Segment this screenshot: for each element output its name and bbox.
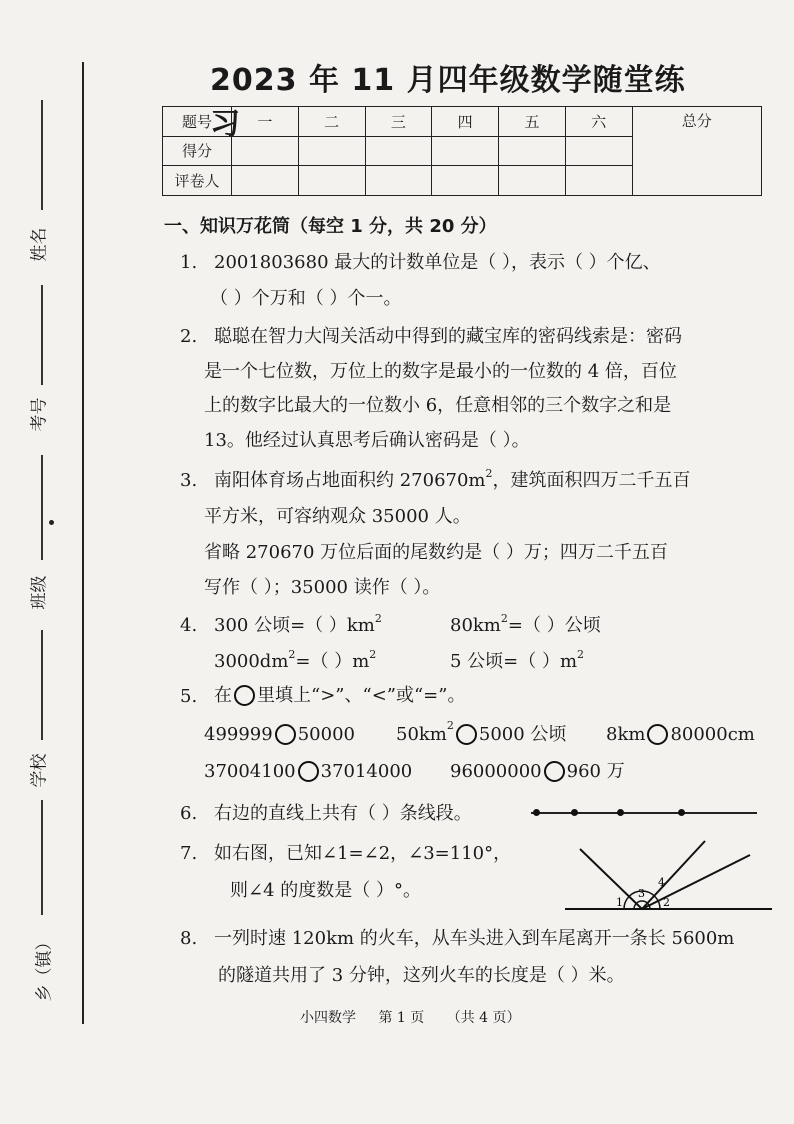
q5-c1-left: 499999 <box>204 723 273 745</box>
footer-subject: 小四数学 <box>300 1010 356 1026</box>
name-label: 姓名 <box>29 227 50 262</box>
col-4: 四 <box>432 107 499 137</box>
segment-line-figure <box>531 812 757 814</box>
ray-right <box>642 841 705 909</box>
grader-cell[interactable] <box>232 166 299 196</box>
class-label: 班级 <box>29 575 50 610</box>
q4-row1-a: 300 公顷=（ ）$km^2$ <box>214 612 382 636</box>
q5-c1-right: 50000 <box>297 723 355 745</box>
segment-point <box>678 809 685 816</box>
q5-instruction <box>214 685 794 706</box>
grader-cell[interactable] <box>432 166 499 196</box>
q5-c4-left: 37004100 <box>204 760 296 782</box>
score-cell[interactable] <box>432 136 499 166</box>
footer-page: 第 1 页 <box>378 1010 425 1026</box>
angle-label-2: 2 <box>663 896 670 909</box>
q4-b1: 3000dm <box>214 651 289 672</box>
q2-number: 2. <box>180 326 198 347</box>
col-6: 六 <box>565 107 632 137</box>
q1-number: 1. <box>180 252 198 273</box>
grader-cell[interactable] <box>298 166 365 196</box>
q5-compare-2: $50km^2$ 5000 公顷 <box>396 719 567 745</box>
page-title: 2023 年 11 月四年级数学随堂练习 <box>210 63 686 142</box>
q5-c2-right: 5000 公顷 <box>478 723 567 745</box>
row-label-score: 得分 <box>163 136 232 166</box>
q2-line3: 上的数字比最大的一位数小 6，任意相邻的三个数字之和是 <box>204 395 672 416</box>
col-2: 二 <box>298 107 365 137</box>
township-label: 乡（镇） <box>34 933 55 1002</box>
q4-b3: 5 公顷=（ ）m <box>450 651 578 672</box>
score-row-numbers <box>163 107 762 137</box>
q3-line1-part-a: 南阳体育场占地面积约 270670m <box>214 470 486 491</box>
q8-line2: 的隧道共用了 3 分钟，这列火车的长度是（ ）米。 <box>218 965 625 986</box>
angle-figure <box>560 835 775 915</box>
q4-a3: =（ ）公顷 <box>507 615 601 636</box>
q7-line2: 则∠4 的度数是（ ）°。 <box>230 880 421 901</box>
class-rule <box>41 455 43 560</box>
q5-text-b: 里填上“>”、“<”或“=”。 <box>257 684 466 706</box>
score-cell[interactable] <box>298 136 365 166</box>
q2-line4: 13。他经过认真思考后确认密码是（ ）。 <box>204 430 530 451</box>
q3-line2: 平方米，可容纳观众 35000 人。 <box>204 506 471 527</box>
q2-line2: 是一个七位数，万位上的数字是最小的一位数的 4 倍，百位 <box>204 361 677 382</box>
q5-number: 5. <box>180 686 198 707</box>
segment-point <box>617 809 624 816</box>
q8-line1: 一列时速 120km 的火车，从车头进入到车尾离开一条长 5600m <box>214 928 735 949</box>
q3-line4: 写作（ ）；35000 读作（ ）。 <box>204 577 441 598</box>
compare-blank-circle[interactable] <box>275 724 296 745</box>
col-3: 三 <box>365 107 432 137</box>
q7-number: 7. <box>180 843 198 864</box>
row-label-grader: 评卷人 <box>163 166 232 196</box>
q4-row2-b: 5 公顷=（ ）$m^2$ <box>450 648 585 672</box>
col-1: 一 <box>232 107 299 137</box>
q4-a1: 300 公顷=（ ）km <box>214 615 375 636</box>
q3-line1: 南阳体育场占地面积约 $270670m^2$，建筑面积四万二千五百 <box>214 467 691 491</box>
score-cell[interactable] <box>365 136 432 166</box>
angle-label-3: 3 <box>638 887 645 900</box>
grader-cell[interactable] <box>365 166 432 196</box>
q7-line1: 如右图，已知∠1=∠2，∠3=110°， <box>214 843 512 864</box>
township-rule <box>41 800 43 915</box>
school-label: 学校 <box>29 753 50 788</box>
section-heading: 一、知识万花筒（每空 1 分，共 20 分） <box>164 216 497 237</box>
q3-line1-part-b: ，建筑面积四万二千五百 <box>492 470 691 491</box>
school-rule <box>41 630 43 740</box>
page-footer <box>300 1007 539 1027</box>
compare-blank-circle[interactable] <box>544 761 565 782</box>
q4-b2: =（ ）m <box>295 651 370 672</box>
ray-left <box>580 849 642 909</box>
total-score-cell: 总分 <box>632 107 761 196</box>
score-table <box>162 106 762 196</box>
q2-line1: 聪聪在智力大闯关活动中得到的藏宝库的密码线索是：密码 <box>214 326 682 347</box>
q5-c3-left: 8km <box>606 723 646 745</box>
q5-c5-right: 960 万 <box>566 760 625 782</box>
q1-line1: 2001803680 最大的计数单位是（ ），表示（ ）个亿、 <box>214 252 661 273</box>
q5-text-a: 在 <box>214 684 232 706</box>
exam-no-rule <box>41 285 43 385</box>
q1-line2: （ ）个万和（ ）个一。 <box>210 288 402 309</box>
circle-icon <box>234 685 255 706</box>
q5-c2-left: 50km <box>396 723 447 745</box>
q5-compare-3 <box>606 724 794 745</box>
row-label-number: 题号 <box>163 107 232 137</box>
q3-line3: 省略 270670 万位后面的尾数约是（ ）万；四万二千五百 <box>204 542 668 563</box>
segment-point <box>571 809 578 816</box>
q4-row2-a: $3000dm^2=$（ ）$m^2$ <box>214 648 377 672</box>
angle-label-1: 1 <box>616 896 623 909</box>
q8-number: 8. <box>180 928 198 949</box>
score-cell[interactable] <box>232 136 299 166</box>
name-rule <box>41 100 43 210</box>
q4-a2: 80km <box>450 615 501 636</box>
binding-line <box>82 62 84 1024</box>
binding-dot <box>49 520 54 525</box>
q5-compare-5 <box>450 761 794 782</box>
q6-text: 右边的直线上共有（ ）条线段。 <box>214 803 472 824</box>
q5-c5-left: 96000000 <box>450 760 542 782</box>
segment-point <box>533 809 540 816</box>
compare-blank-circle[interactable] <box>298 761 319 782</box>
q3-number: 3. <box>180 470 198 491</box>
col-5: 五 <box>499 107 566 137</box>
grader-cell[interactable] <box>565 166 632 196</box>
q4-number: 4. <box>180 615 198 636</box>
score-cell[interactable] <box>565 136 632 166</box>
footer-total: （共 4 页） <box>446 1010 521 1026</box>
q5-c3-right: 80000cm <box>670 723 755 745</box>
compare-blank-circle[interactable] <box>456 724 477 745</box>
grader-cell[interactable] <box>499 166 566 196</box>
score-cell[interactable] <box>499 136 566 166</box>
q5-c4-right: 37014000 <box>320 760 413 782</box>
q6-number: 6. <box>180 803 198 824</box>
exam-no-label: 考号 <box>29 397 50 432</box>
q4-row1-b: $80km^2=$（ ）公顷 <box>450 612 601 636</box>
angle-label-4: 4 <box>658 876 665 889</box>
compare-blank-circle[interactable] <box>647 724 668 745</box>
